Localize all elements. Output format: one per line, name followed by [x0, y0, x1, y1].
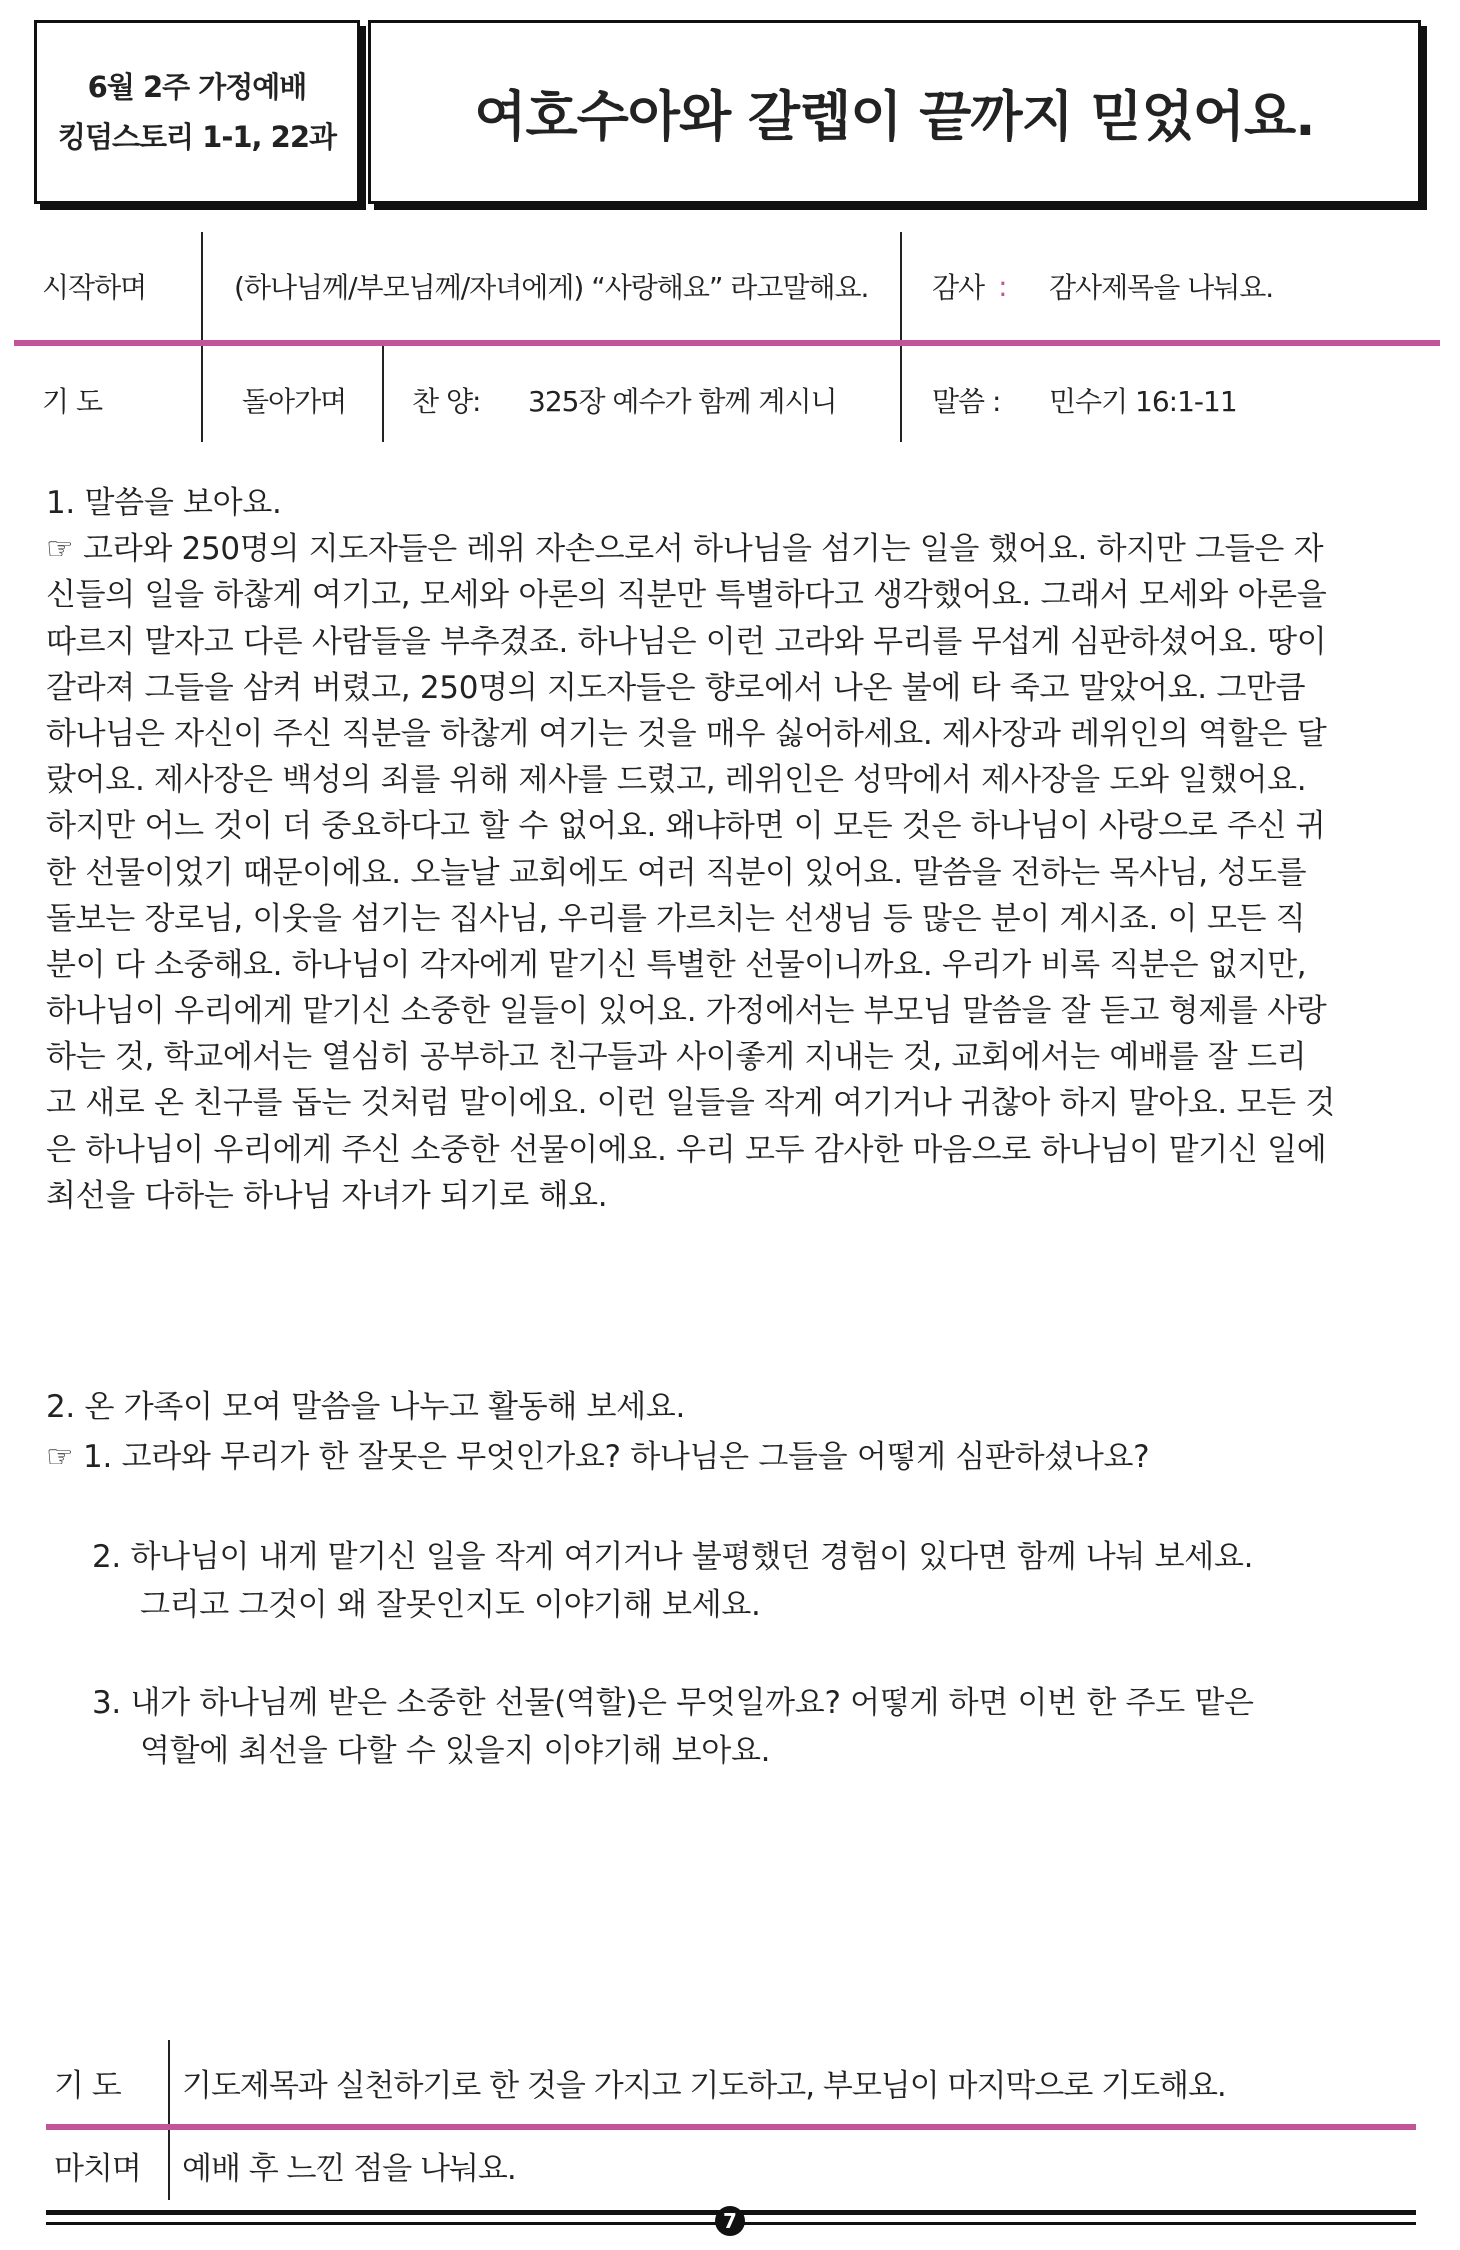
page-title [368, 20, 1421, 204]
section-heading: 1. 말씀을 보아요. [46, 485, 282, 521]
footer-prayer-label: 기 도 [54, 2067, 121, 2104]
start-label: 시작하며 [42, 271, 147, 304]
section-word [46, 480, 1426, 1219]
divider [201, 346, 203, 442]
word-label: 말씀 : [932, 385, 1001, 418]
badge-week: 6월 2주 가정예배 [87, 70, 307, 104]
question-3-cont: 역할에 최선을 다할 수 있을지 이야기해 보아요. [140, 1733, 771, 1769]
info-row-start [14, 232, 1440, 340]
paragraph-line: 하지만 어느 것이 더 중요하다고 할 수 없어요. 왜냐하면 이 모든 것은 하나님이 사랑으로 주신 귀 [46, 808, 1326, 845]
question-2: 2. 하나님이 내게 맡기신 일을 작게 여기거나 불평했던 경험이 있다면 함께 나눠 보세요. [92, 1539, 1254, 1575]
question-2-cont: 그리고 그것이 왜 잘못인지도 이야기해 보세요. [140, 1587, 761, 1623]
prayer-text: 돌아가며 [242, 385, 347, 418]
footer-prayer-text: 기도제목과 실천하기로 한 것을 가지고 기도하고, 부모님이 마지막으로 기도해요. [182, 2067, 1226, 2104]
paragraph-line: 은 하나님이 우리에게 주신 소중한 선물이에요. 우리 모두 감사한 마음으로 하나님이 맡기신 일에 [46, 1131, 1327, 1168]
divider [168, 2130, 170, 2200]
footer-closing-text: 예배 후 느낀 점을 나눠요. [182, 2150, 516, 2187]
hymn-text: 325장 예수가 함께 계시니 [528, 385, 837, 418]
paragraph-line: 돌보는 장로님, 이웃을 섬기는 집사님, 우리를 가르치는 선생님 등 많은 분이 계시죠. 이 모든 직 [46, 900, 1306, 937]
footer-closing-row [46, 2130, 1416, 2200]
paragraph-line: 하나님이 우리에게 맡기신 소중한 일들이 있어요. 가정에서는 부모님 말씀을 잘 듣고 형제를 사랑 [46, 993, 1327, 1030]
question-1: ☞ 1. 고라와 무리가 한 잘못은 무엇인가요? 하나님은 그들을 어떻게 심판하셨나요? [46, 1439, 1150, 1475]
info-row-prayer [14, 346, 1440, 454]
thanks-label-text: 감사 [932, 271, 985, 304]
start-text: (하나님께/부모님께/자녀에게) “사랑해요” 라고말해요. [234, 271, 869, 304]
divider [201, 232, 203, 340]
thanks-label [932, 232, 1007, 340]
paragraph-line: 하나님은 자신이 주신 직분을 하찮게 여기는 것을 매우 싫어하세요. 제사장과 레위인의 역할은 달 [46, 715, 1327, 752]
page-number: 7 [715, 2206, 745, 2236]
divider [168, 2040, 170, 2124]
divider [900, 232, 902, 340]
paragraph-line: 따르지 말자고 다른 사람들을 부추겼죠. 하나님은 이런 고라와 무리를 무섭게 심판하셨어요. 땅이 [46, 623, 1327, 660]
paragraph-line: 신들의 일을 하찮게 여기고, 모세와 아론의 직분만 특별하다고 생각했어요. 그래서 모세와 아론을 [46, 577, 1327, 614]
paragraph-line: 갈라져 그들을 삼켜 버렸고, 250명의 지도자들은 향로에서 나온 불에 타 죽고 말았어요. 그만큼 [46, 669, 1306, 706]
footer-prayer-row [46, 2040, 1416, 2124]
badge-series: 킹덤스토리 1-1, 22과 [57, 120, 337, 154]
paragraph-line: 랐어요. 제사장은 백성의 죄를 위해 제사를 드렸고, 레위인은 성막에서 제사장을 도와 일했어요. [46, 762, 1307, 799]
paragraph-line: 한 선물이었기 때문이에요. 오늘날 교회에도 여러 직분이 있어요. 말씀을 전하는 목사님, 성도를 [46, 854, 1307, 891]
prayer-label: 기 도 [42, 385, 102, 418]
paragraph-line: 최선을 다하는 하나님 자녀가 되기로 해요. [46, 1177, 608, 1214]
paragraph-line: 분이 다 소중해요. 하나님이 각자에게 맡기신 특별한 선물이니까요. 우리가 비록 직분은 없지만, [46, 946, 1307, 983]
thanks-text: 감사제목을 나눠요. [1049, 271, 1274, 304]
worship-badge [34, 20, 360, 204]
footer-closing-label: 마치며 [54, 2150, 141, 2187]
divider [382, 346, 384, 442]
divider [900, 346, 902, 442]
paragraph-line: 고 새로 온 친구를 돕는 것처럼 말이에요. 이런 일들을 작게 여기거나 귀찮아 하지 말아요. 모든 것 [46, 1085, 1335, 1122]
paragraph-line: 하는 것, 학교에서는 열심히 공부하고 친구들과 사이좋게 지내는 것, 교회에서는 예배를 잘 드리 [46, 1039, 1307, 1076]
page-title-text: 여호수아와 갈렙이 끝까지 믿었어요. [474, 84, 1315, 148]
paragraph-line: ☞ 고라와 250명의 지도자들은 레위 자손으로서 하나님을 섬기는 일을 했어요. 하지만 그들은 자 [46, 531, 1324, 568]
thanks-colon: : [998, 269, 1007, 303]
word-text: 민수기 16:1-11 [1049, 385, 1237, 418]
question-3: 3. 내가 하나님께 받은 소중한 선물(역할)은 무엇일까요? 어떻게 하면 이번 한 주도 맡은 [92, 1685, 1254, 1721]
hymn-label: 찬 양: [412, 385, 481, 418]
activity-heading: 2. 온 가족이 모여 말씀을 나누고 활동해 보세요. [46, 1389, 686, 1425]
